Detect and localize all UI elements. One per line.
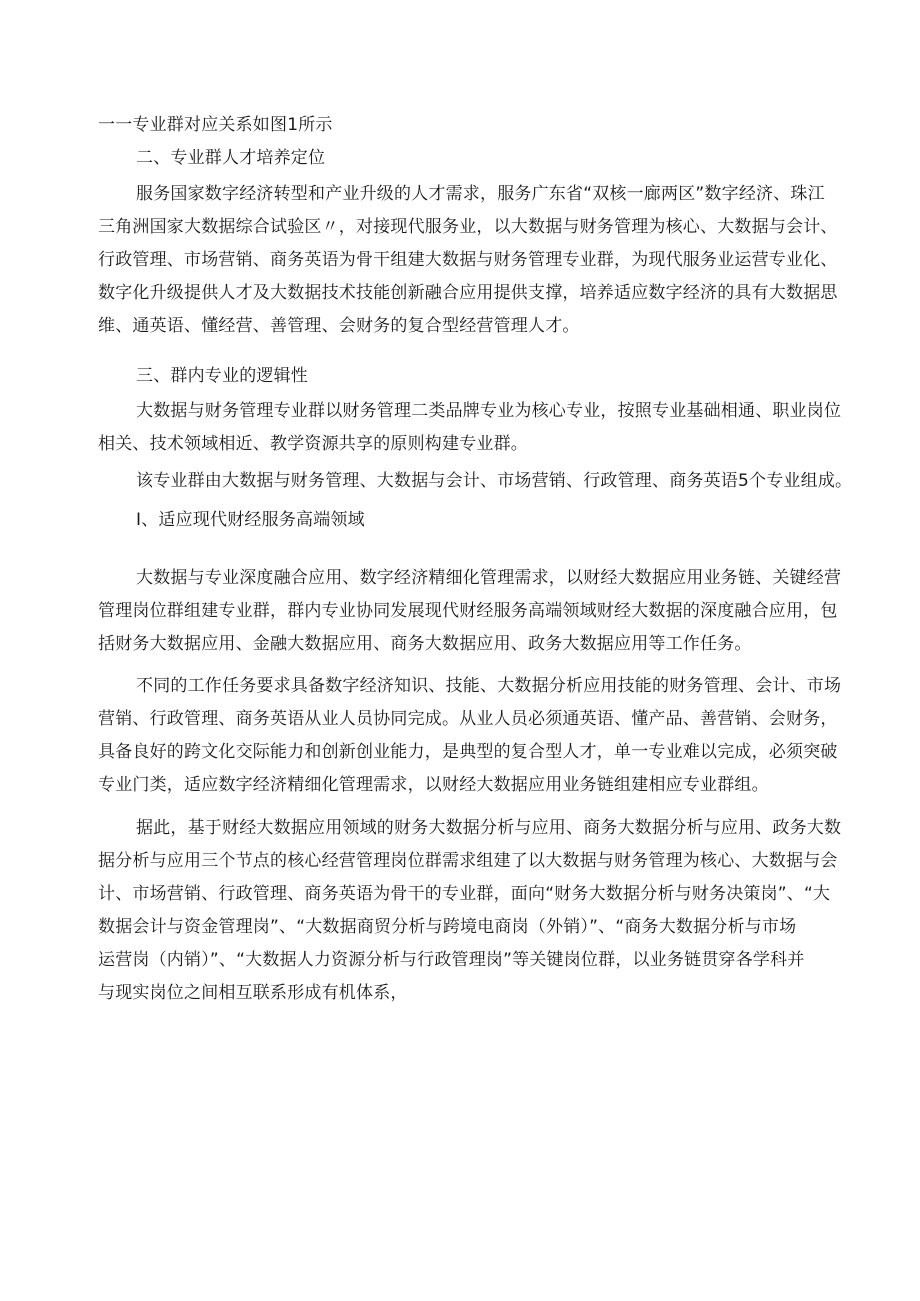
section-2-line: 服务国家数字经济转型和产业升级的人才需求，服务广东省“双核一廊两区”数字经济、珠江 bbox=[136, 184, 825, 204]
subheading: I、适应现代财经服务高端领域 bbox=[136, 510, 365, 530]
section-3-para3-line: 管理岗位群组建专业群，群内专业协同发展现代财经服务高端领域财经大数据的深度融合应用，包 bbox=[98, 601, 838, 621]
section-2-heading: 二、专业群人才培养定位 bbox=[136, 148, 326, 168]
section-3-para5-line: 运营岗（内销）”、“大数据人力资源分析与行政管理岗”等关键岗位群，以业务链贯穿各学科并 bbox=[98, 950, 805, 970]
section-3-para4-line: 不同的工作任务要求具备数字经济知识、技能、大数据分析应用技能的财务管理、会计、市场 bbox=[136, 676, 842, 696]
section-3-para5-line: 计、市场营销、行政管理、商务英语为骨干的专业群，面向“财务大数据分析与财务决策岗”、“大 bbox=[98, 884, 831, 904]
section-3-para3-line: 括财务大数据应用、金融大数据应用、商务大数据应用、政务大数据应用等工作任务。 bbox=[98, 634, 752, 654]
section-3-para2-line: 该专业群由大数据与财务管理、大数据与会计、市场营销、行政管理、商务英语5个专业组成。 bbox=[136, 471, 853, 491]
section-3-para5-line: 据分析与应用三个节点的核心经营管理岗位群需求组建了以大数据与财务管理为核心、大数据与会 bbox=[98, 851, 838, 871]
section-3-para4-line: 具备良好的跨文化交际能力和创新创业能力，是典型的复合型人才，单一专业难以完成，必须突破 bbox=[98, 742, 838, 762]
section-2-line: 数字化升级提供人才及大数据技术技能创新融合应用提供支撑，培养适应数字经济的具有大数据思 bbox=[98, 283, 838, 303]
section-3-para5-line: 与现实岗位之间相互联系形成有机体系， bbox=[98, 983, 408, 1003]
section-3-para1-line: 相关、技术领域相近、教学资源共享的原则构建专业群。 bbox=[98, 434, 528, 454]
intro-line: 一一专业群对应关系如图1所示 bbox=[98, 115, 333, 135]
section-3-para5-line: 据此，基于财经大数据应用领域的财务大数据分析与应用、商务大数据分析与应用、政务大数 bbox=[136, 818, 842, 838]
section-3-para4-line: 专业门类，适应数字经济精细化管理需求，以财经大数据应用业务链组建相应专业群组。 bbox=[98, 775, 769, 795]
section-3-para3-line: 大数据与专业深度融合应用、数字经济精细化管理需求，以财经大数据应用业务链、关键经营 bbox=[136, 568, 842, 588]
section-3-heading: 三、群内专业的逻辑性 bbox=[136, 366, 308, 386]
section-3-para4-line: 营销、行政管理、商务英语从业人员协同完成。从业人员必须通英语、懂产品、善营销、会财务， bbox=[98, 709, 838, 729]
section-3-para1-line: 大数据与财务管理专业群以财务管理二类品牌专业为核心专业，按照专业基础相通、职业岗位 bbox=[136, 401, 842, 421]
section-3-para5-line: 数据会计与资金管理岗”、“大数据商贸分析与跨境电商岗（外销）”、“商务大数据分析与市场 bbox=[98, 917, 797, 937]
section-2-line: 行政管理、市场营销、商务英语为骨干组建大数据与财务管理专业群，为现代服务业运营专业化、 bbox=[98, 250, 838, 270]
section-2-line: 三角洲国家大数据综合试验区〃，对接现代服务业，以大数据与财务管理为核心、大数据与会计、 bbox=[98, 217, 838, 237]
section-2-line: 维、通英语、懂经营、善管理、会财务的复合型经营管理人才。 bbox=[98, 316, 580, 336]
